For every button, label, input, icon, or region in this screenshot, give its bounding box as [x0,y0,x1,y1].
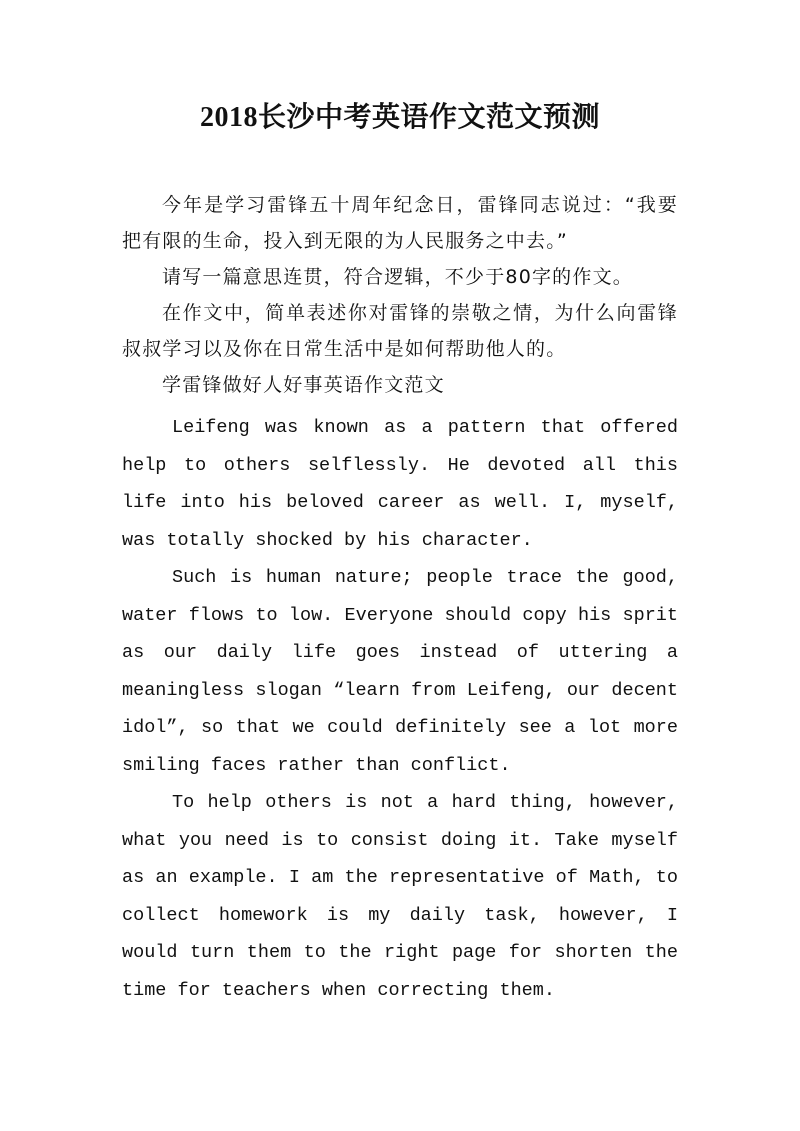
paragraph-essay-3: To help others is not a hard thing, however, what you need is to consist doing it. Take myself as an example. I am the representative of Math, to collect homework is my daily task, however, I would turn them to the right page for shorten the time for teachers when correcting them. [122,792,678,1001]
paragraph-essay-2: Such is human nature; people trace the good, water flows to low. Everyone should copy his sprit as our daily life goes instead of uttering a meaningless slogan “learn from Leifeng, our decent idol”, so that we could definitely see a lot more smiling faces rather than conflict. [122,567,678,776]
document-title: 2018长沙中考英语作文范文预测 [199,102,600,133]
paragraph-essay-1: Leifeng was known as a pattern that offered help to others selflessly. He devoted all this life into his beloved career as well. I, myself, was totally shocked by his character. [122,417,678,551]
paragraph-essay-heading: 学雷锋做好人好事英语作文范文 [162,374,445,396]
paragraph-prompt-content: 在作文中，简单表述你对雷锋的崇敬之情，为什么向雷锋叔叔学习以及你在日常生活中是如何帮助他人的。 [122,302,678,360]
paragraph-prompt-requirement: 请写一篇意思连贯，符合逻辑，不少于80字的作文。 [162,266,633,288]
document-body [122,187,678,1009]
paragraph-prompt-intro: 今年是学习雷锋五十周年纪念日，雷锋同志说过：“我要把有限的生命，投入到无限的为人民服务之中去。” [122,194,678,252]
